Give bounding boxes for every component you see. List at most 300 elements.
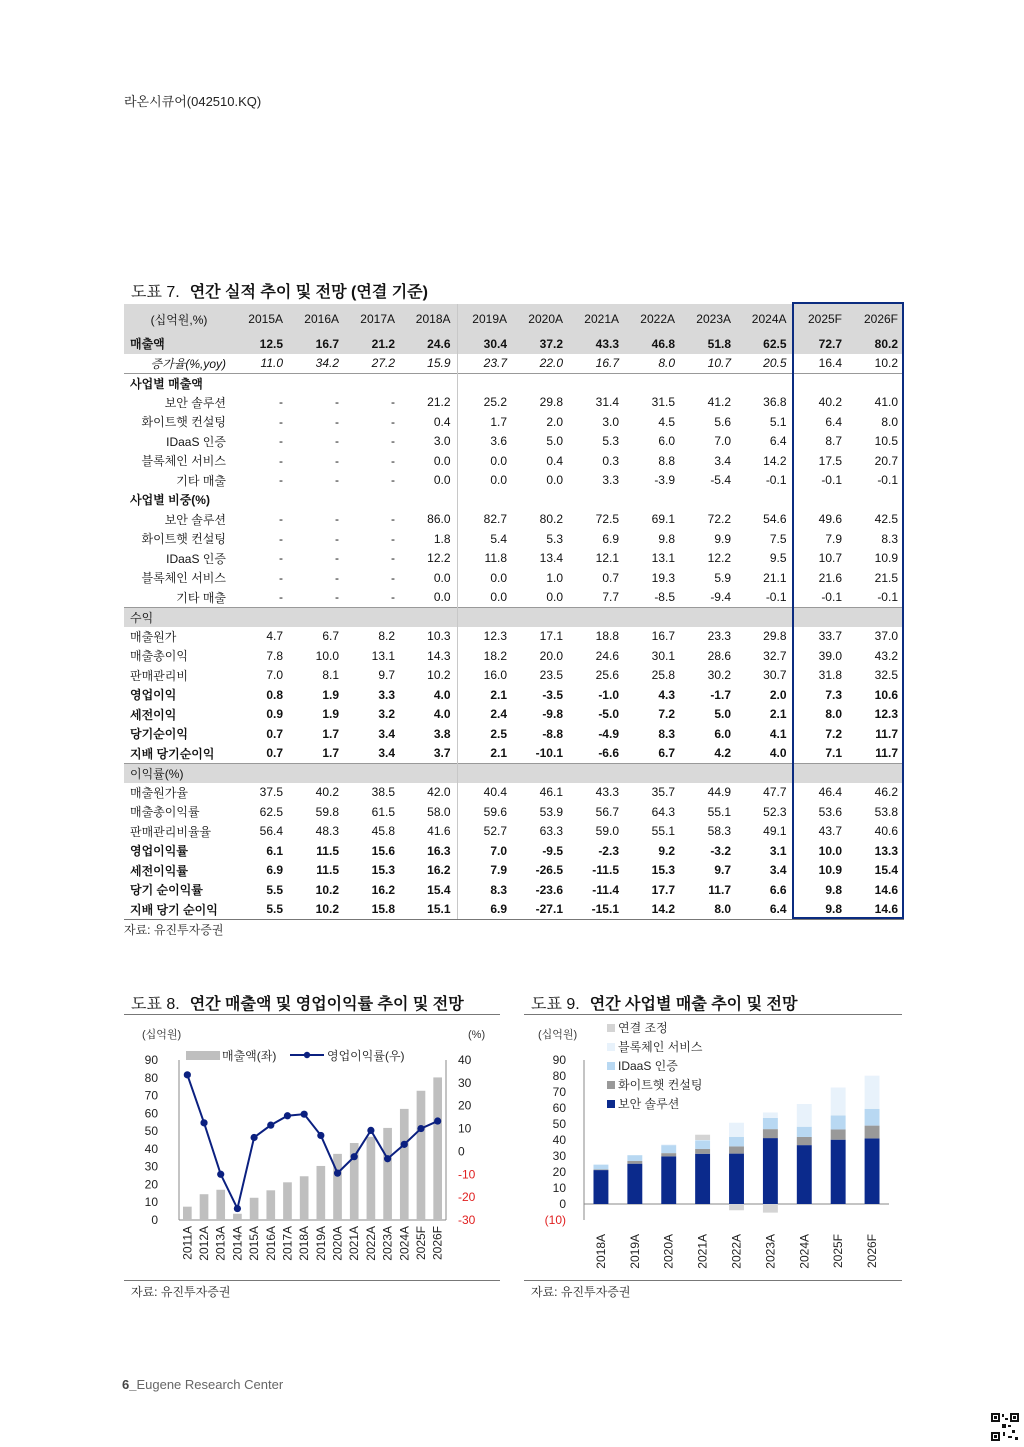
table-cell <box>625 763 681 783</box>
stacked-segment <box>661 1144 676 1145</box>
table-cell: -0.1 <box>737 471 793 491</box>
x-tick-label: 2019A <box>313 1226 328 1261</box>
table-cell <box>681 373 737 393</box>
fig8-title-text: 연간 매출액 및 영업이익률 추이 및 전망 <box>189 996 464 1013</box>
table-cell: 0.0 <box>490 590 507 604</box>
x-tick-label: 2018A <box>593 1234 608 1269</box>
table-cell: 24.6 <box>401 334 457 354</box>
table-cell: - <box>391 512 395 527</box>
right-axis-unit: (%) <box>468 1029 486 1041</box>
table-cell <box>345 607 401 627</box>
table-cell: - <box>335 395 339 410</box>
fig8-bottom-rule <box>124 1280 500 1281</box>
x-tick-label: 2025F <box>413 1226 428 1261</box>
table-cell: 10.0 <box>818 843 842 858</box>
table-cell: 6.9 <box>266 863 283 878</box>
year-header: 2016A <box>289 304 345 334</box>
right-tick-label: 0 <box>458 1144 465 1159</box>
table-cell: 10.3 <box>401 627 457 647</box>
table-cell: 7.9 <box>490 863 507 878</box>
table-cell: 25.8 <box>651 668 675 683</box>
table-cell: 0.4 <box>546 453 563 468</box>
table-cell: 11.5 <box>316 843 339 858</box>
table-cell: 23.3 <box>707 629 731 644</box>
table-cell: 5.4 <box>490 531 507 546</box>
table-cell: 49.1 <box>737 822 793 842</box>
table-cell: 7.2 <box>658 707 675 722</box>
left-tick-label: 30 <box>144 1159 158 1174</box>
table-cell <box>569 373 625 393</box>
table-cell: 21.2 <box>345 334 401 354</box>
row-label: 매출원가 <box>130 629 177 644</box>
stacked-segment <box>763 1138 778 1204</box>
table-cell: -10.1 <box>535 746 563 760</box>
table-cell: 21.6 <box>818 570 842 585</box>
table-cell: 16.4 <box>818 356 842 370</box>
margin-point <box>351 1153 358 1160</box>
table-cell: 14.2 <box>737 451 793 471</box>
stacked-segment <box>729 1204 744 1210</box>
table-cell: 29.8 <box>737 627 793 647</box>
legend-line-marker <box>304 1052 310 1058</box>
revenue-bar <box>216 1190 225 1220</box>
table-cell: 0.0 <box>401 588 457 608</box>
table-row <box>124 861 904 881</box>
stacked-segment <box>763 1112 778 1117</box>
table-cell: -1.7 <box>710 687 731 702</box>
table-cell: 72.7 <box>793 334 848 354</box>
table-cell: - <box>279 512 283 527</box>
stacked-segment <box>763 1129 778 1138</box>
table-cell: 4.5 <box>658 414 675 429</box>
table-cell: 69.1 <box>651 512 675 527</box>
table-row <box>124 822 904 842</box>
table-cell: - <box>391 473 395 488</box>
table-row <box>124 783 904 803</box>
table-cell <box>569 607 625 627</box>
fig8-number: 도표 8. <box>131 996 180 1013</box>
table-cell: 23.7 <box>483 356 507 370</box>
x-tick-label: 2022A <box>729 1234 744 1269</box>
table-cell: - <box>279 473 283 488</box>
table-cell: 8.8 <box>658 453 675 468</box>
row-label: 보안 솔루션 <box>164 512 226 527</box>
table-cell: 9.7 <box>378 668 395 683</box>
table-cell <box>401 763 457 783</box>
table-cell: 6.9 <box>457 900 513 920</box>
table-cell: 3.6 <box>490 434 507 449</box>
row-label: 화이트햇 컨설팅 <box>141 415 226 430</box>
fig9-title <box>531 991 797 1014</box>
table-cell: 3.1 <box>737 841 793 861</box>
year-header: 2023A <box>681 304 737 334</box>
table-cell: 0.0 <box>401 568 457 588</box>
year-header: 2018A <box>401 304 457 334</box>
table-cell: - <box>391 414 395 429</box>
table-cell: 21.1 <box>737 568 793 588</box>
margin-point <box>250 1134 257 1141</box>
table-cell: 53.6 <box>818 804 842 819</box>
stacked-segment <box>661 1145 676 1153</box>
table-cell: - <box>391 395 395 410</box>
table-cell: -0.1 <box>821 590 842 604</box>
right-tick-label: 30 <box>458 1075 472 1090</box>
fig8-title-rule <box>124 1014 500 1015</box>
table-cell: 41.6 <box>401 822 457 842</box>
stacked-segment <box>865 1138 880 1204</box>
table-cell: 25.6 <box>595 668 619 683</box>
table-cell: 0.0 <box>546 473 563 488</box>
table-cell: 53.9 <box>539 804 563 819</box>
margin-point <box>301 1111 308 1118</box>
table-cell: 59.8 <box>315 804 339 819</box>
y-tick-label: 80 <box>552 1069 566 1083</box>
y-tick-label: 50 <box>552 1117 566 1131</box>
right-tick-label: -10 <box>458 1167 476 1182</box>
revenue-bar <box>283 1182 292 1220</box>
table-cell: 62.5 <box>259 804 283 819</box>
table-cell: 0.7 <box>266 746 283 760</box>
row-label: 영업이익률 <box>130 844 188 859</box>
row-label: 세전이익 <box>130 707 177 722</box>
year-header: 2026F <box>848 304 904 334</box>
table-cell: 1.7 <box>322 746 339 760</box>
right-tick-label: 40 <box>458 1053 472 1067</box>
fig9-source: 자료: 유진투자증권 <box>531 1285 631 1299</box>
table-row <box>124 451 904 471</box>
table-cell: -9.4 <box>710 590 731 604</box>
table-cell: 10.0 <box>315 648 339 663</box>
x-tick-label: 2014A <box>230 1226 245 1261</box>
table-cell: 10.6 <box>874 687 898 702</box>
table-cell: -3.2 <box>710 843 731 858</box>
table7-title-text: 연간 실적 추이 및 전망 (연결 기준) <box>189 284 428 301</box>
y-tick-label: 20 <box>552 1165 566 1179</box>
table7-number: 도표 7. <box>131 284 180 301</box>
table-cell: 12.2 <box>401 549 457 569</box>
table-row <box>124 393 904 413</box>
revenue-bar <box>333 1154 342 1220</box>
table-cell: 8.7 <box>825 434 842 449</box>
table-cell <box>625 490 681 510</box>
table-cell: 10.5 <box>874 434 898 449</box>
table-cell: 8.0 <box>825 707 842 722</box>
right-tick-label: -30 <box>458 1213 476 1227</box>
table-cell: 3.4 <box>714 453 731 468</box>
table-row <box>124 354 904 374</box>
y-tick-label: (10) <box>544 1213 566 1227</box>
table-cell: 21.5 <box>874 570 898 585</box>
legend-swatch <box>607 1043 615 1051</box>
table-cell: -27.1 <box>513 900 569 920</box>
x-tick-label: 2022A <box>363 1226 378 1261</box>
table-cell: 30.4 <box>457 334 513 354</box>
table-cell: 9.9 <box>714 531 731 546</box>
margin-point <box>217 1171 224 1178</box>
table-cell <box>513 373 569 393</box>
row-label: 보안 솔루션 <box>164 395 226 410</box>
table-cell <box>234 763 289 783</box>
table-cell: 32.7 <box>737 646 793 666</box>
y-tick-label: 90 <box>552 1053 566 1067</box>
table-cell: 46.4 <box>818 785 842 800</box>
margin-point <box>417 1125 424 1132</box>
table-cell: - <box>335 453 339 468</box>
year-header: 2024A <box>737 304 793 334</box>
table-cell: 14.3 <box>401 646 457 666</box>
table-cell: 7.1 <box>825 746 842 760</box>
fig9-title-text: 연간 사업별 매출 추이 및 전망 <box>589 996 798 1013</box>
table-cell: -0.1 <box>737 588 793 608</box>
table-cell: -11.4 <box>592 882 619 897</box>
table-cell: - <box>391 453 395 468</box>
stacked-segment <box>627 1155 642 1161</box>
table-row <box>124 588 904 608</box>
table-cell: 22.0 <box>539 356 563 370</box>
table-cell: 82.7 <box>483 512 507 527</box>
table-cell: - <box>391 590 395 604</box>
table-cell <box>345 763 401 783</box>
table-cell: 5.6 <box>714 414 731 429</box>
legend-label: 보안 솔루션 <box>618 1097 680 1111</box>
table-row <box>124 763 904 783</box>
revenue-bar <box>417 1091 426 1220</box>
table-row <box>124 880 904 900</box>
table-cell: 63.3 <box>539 824 563 839</box>
table-cell: 7.9 <box>825 531 842 546</box>
x-tick-label: 2025F <box>831 1234 846 1269</box>
table-cell: 41.0 <box>874 395 898 410</box>
table-cell: 2.4 <box>490 707 507 722</box>
table-cell: 11.7 <box>708 882 731 897</box>
table-cell: 15.4 <box>874 863 898 878</box>
table-cell: 15.1 <box>401 900 457 920</box>
table-row <box>124 607 904 627</box>
table-cell: 18.8 <box>595 629 619 644</box>
table-cell: 80.2 <box>539 512 563 527</box>
table-cell <box>234 607 289 627</box>
table-cell: - <box>391 531 395 546</box>
table-cell: -3.5 <box>542 687 563 702</box>
row-label: 지배 당기순이익 <box>130 746 215 761</box>
table-cell: 10.2 <box>874 356 898 370</box>
x-tick-label: 2015A <box>247 1226 262 1261</box>
table-row <box>124 724 904 744</box>
table-cell: 6.0 <box>714 726 731 741</box>
table-cell: 10.7 <box>707 356 731 370</box>
table-cell: - <box>279 395 283 410</box>
table-cell: 51.8 <box>681 334 737 354</box>
table-cell: 0.0 <box>401 451 457 471</box>
table-cell: 39.0 <box>818 648 842 663</box>
table-cell: 32.5 <box>874 668 898 683</box>
table-cell: 0.0 <box>546 590 563 604</box>
segment-sales-chart <box>524 1018 902 1280</box>
x-tick-label: 2019A <box>627 1234 642 1269</box>
table-cell: 15.8 <box>345 900 401 920</box>
table-cell: 6.4 <box>825 414 842 429</box>
table-cell: 5.0 <box>546 434 563 449</box>
table-cell: 7.0 <box>714 434 731 449</box>
table-row <box>124 334 904 354</box>
stacked-segment <box>729 1137 744 1147</box>
table-cell: 34.2 <box>315 356 339 370</box>
table-cell: - <box>335 512 339 527</box>
margin-point <box>384 1155 391 1162</box>
table-cell: -5.4 <box>710 473 731 488</box>
table7-title <box>131 279 428 302</box>
year-header: 2017A <box>345 304 401 334</box>
legend-label: 연결 조정 <box>618 1021 668 1035</box>
table-cell: 20.7 <box>874 453 898 468</box>
stacked-segment <box>729 1123 744 1137</box>
stacked-segment <box>831 1140 846 1204</box>
table-cell: 5.3 <box>546 531 563 546</box>
table-cell: 0.8 <box>266 687 283 702</box>
table-row <box>124 568 904 588</box>
table-cell <box>513 490 569 510</box>
table-cell: 61.5 <box>371 804 395 819</box>
table-cell: 2.0 <box>737 685 793 705</box>
table-cell: 3.8 <box>401 724 457 744</box>
table-cell: 6.7 <box>658 746 675 760</box>
table-cell: 52.7 <box>483 824 507 839</box>
table-cell: -5.0 <box>598 707 619 722</box>
left-tick-label: 70 <box>144 1088 158 1103</box>
table-cell: 62.5 <box>737 334 793 354</box>
table-cell: 33.7 <box>818 629 842 644</box>
table-cell: 37.2 <box>513 334 569 354</box>
revenue-bar <box>233 1214 242 1220</box>
x-tick-label: 2026F <box>865 1234 880 1269</box>
table-cell: 8.0 <box>881 414 898 429</box>
table-cell: 10.9 <box>818 863 842 878</box>
fig8-title <box>131 991 464 1014</box>
table-cell: 8.2 <box>378 629 395 644</box>
table-cell <box>401 373 457 393</box>
table-cell: 16.7 <box>595 356 619 370</box>
revenue-bar <box>183 1207 192 1220</box>
revenue-bar <box>383 1128 392 1220</box>
x-tick-label: 2026F <box>430 1226 445 1261</box>
table-cell: 8.3 <box>881 531 898 546</box>
legend-swatch <box>607 1024 615 1032</box>
x-tick-label: 2017A <box>280 1226 295 1261</box>
revenue-margin-chart <box>124 1018 500 1280</box>
table-cell: 5.1 <box>737 412 793 432</box>
revenue-bar <box>266 1190 275 1220</box>
table-cell: 9.7 <box>714 863 731 878</box>
x-tick-label: 2021A <box>347 1226 362 1261</box>
stacked-segment <box>865 1076 880 1109</box>
table-row <box>124 432 904 452</box>
table-cell: - <box>391 551 395 566</box>
table-cell: 43.3 <box>569 334 625 354</box>
table-cell: 12.1 <box>595 551 619 566</box>
table-cell: 8.3 <box>490 882 507 897</box>
table-cell <box>513 607 569 627</box>
table-cell: 10.7 <box>818 551 842 566</box>
table-cell: 40.4 <box>483 785 507 800</box>
table-cell: 58.3 <box>707 824 731 839</box>
table-cell: 2.1 <box>490 746 507 760</box>
table-cell: 3.4 <box>378 726 395 741</box>
legend-bar-label: 매출액(좌) <box>222 1049 277 1063</box>
table-cell: 40.2 <box>315 785 339 800</box>
table-cell: 17.1 <box>539 629 563 644</box>
table-cell: -8.8 <box>542 726 563 741</box>
margin-point <box>200 1119 207 1126</box>
table-cell: 14.6 <box>848 900 904 920</box>
table-cell: 11.0 <box>260 356 283 370</box>
table-cell: 6.4 <box>737 900 793 920</box>
table-cell: 8.0 <box>681 900 737 920</box>
table-cell: 10.2 <box>289 900 345 920</box>
table-cell: 48.3 <box>315 824 339 839</box>
table7-source: 자료: 유진투자증권 <box>124 923 224 937</box>
table-cell: 7.2 <box>825 726 842 741</box>
y-tick-label: 40 <box>552 1133 566 1147</box>
table-cell: 72.2 <box>707 512 731 527</box>
left-tick-label: 40 <box>144 1141 158 1156</box>
margin-point <box>334 1170 341 1177</box>
table-cell: 3.3 <box>602 473 619 488</box>
table-cell: 16.7 <box>651 629 675 644</box>
year-header: 2020A <box>513 304 569 334</box>
table-cell: 7.0 <box>266 668 283 683</box>
table-cell <box>234 373 289 393</box>
table-cell: 15.6 <box>371 843 395 858</box>
financial-table <box>124 304 904 920</box>
row-label: 기타 매출 <box>176 473 226 488</box>
table-row <box>124 627 904 647</box>
row-label: IDaaS 인증 <box>166 434 226 449</box>
legend-bar-swatch <box>186 1051 220 1060</box>
legend-swatch <box>607 1100 615 1108</box>
table-cell <box>345 490 401 510</box>
table-row <box>124 841 904 861</box>
table-cell: -2.3 <box>598 843 619 858</box>
table-cell <box>289 607 345 627</box>
table-cell: - <box>391 570 395 585</box>
table-cell: 7.5 <box>737 529 793 549</box>
stacked-segment <box>661 1156 676 1204</box>
table-cell <box>457 490 513 510</box>
table-cell: 16.0 <box>483 668 507 683</box>
table-cell: 11.5 <box>316 863 339 878</box>
table-cell <box>289 373 345 393</box>
table-cell: 7.8 <box>266 648 283 663</box>
company-header: 라온시큐어(042510.KQ) <box>124 94 262 109</box>
table-cell: 49.6 <box>818 512 842 527</box>
stacked-segment <box>695 1154 710 1204</box>
table-cell: 72.5 <box>595 512 619 527</box>
table-cell <box>848 607 904 627</box>
table-cell: 47.7 <box>737 783 793 803</box>
table-cell: 30.1 <box>651 648 675 663</box>
table-cell <box>457 607 513 627</box>
table-cell: 0.4 <box>401 412 457 432</box>
table-row <box>124 549 904 569</box>
table-cell: 31.5 <box>651 395 675 410</box>
row-label: 매출액 <box>124 334 234 354</box>
table-cell: - <box>335 551 339 566</box>
table-cell: 3.0 <box>401 432 457 452</box>
table-cell <box>289 763 345 783</box>
row-label: 이익률(%) <box>124 763 234 783</box>
table-cell: 12.5 <box>234 334 289 354</box>
x-tick-label: 2021A <box>695 1234 710 1269</box>
